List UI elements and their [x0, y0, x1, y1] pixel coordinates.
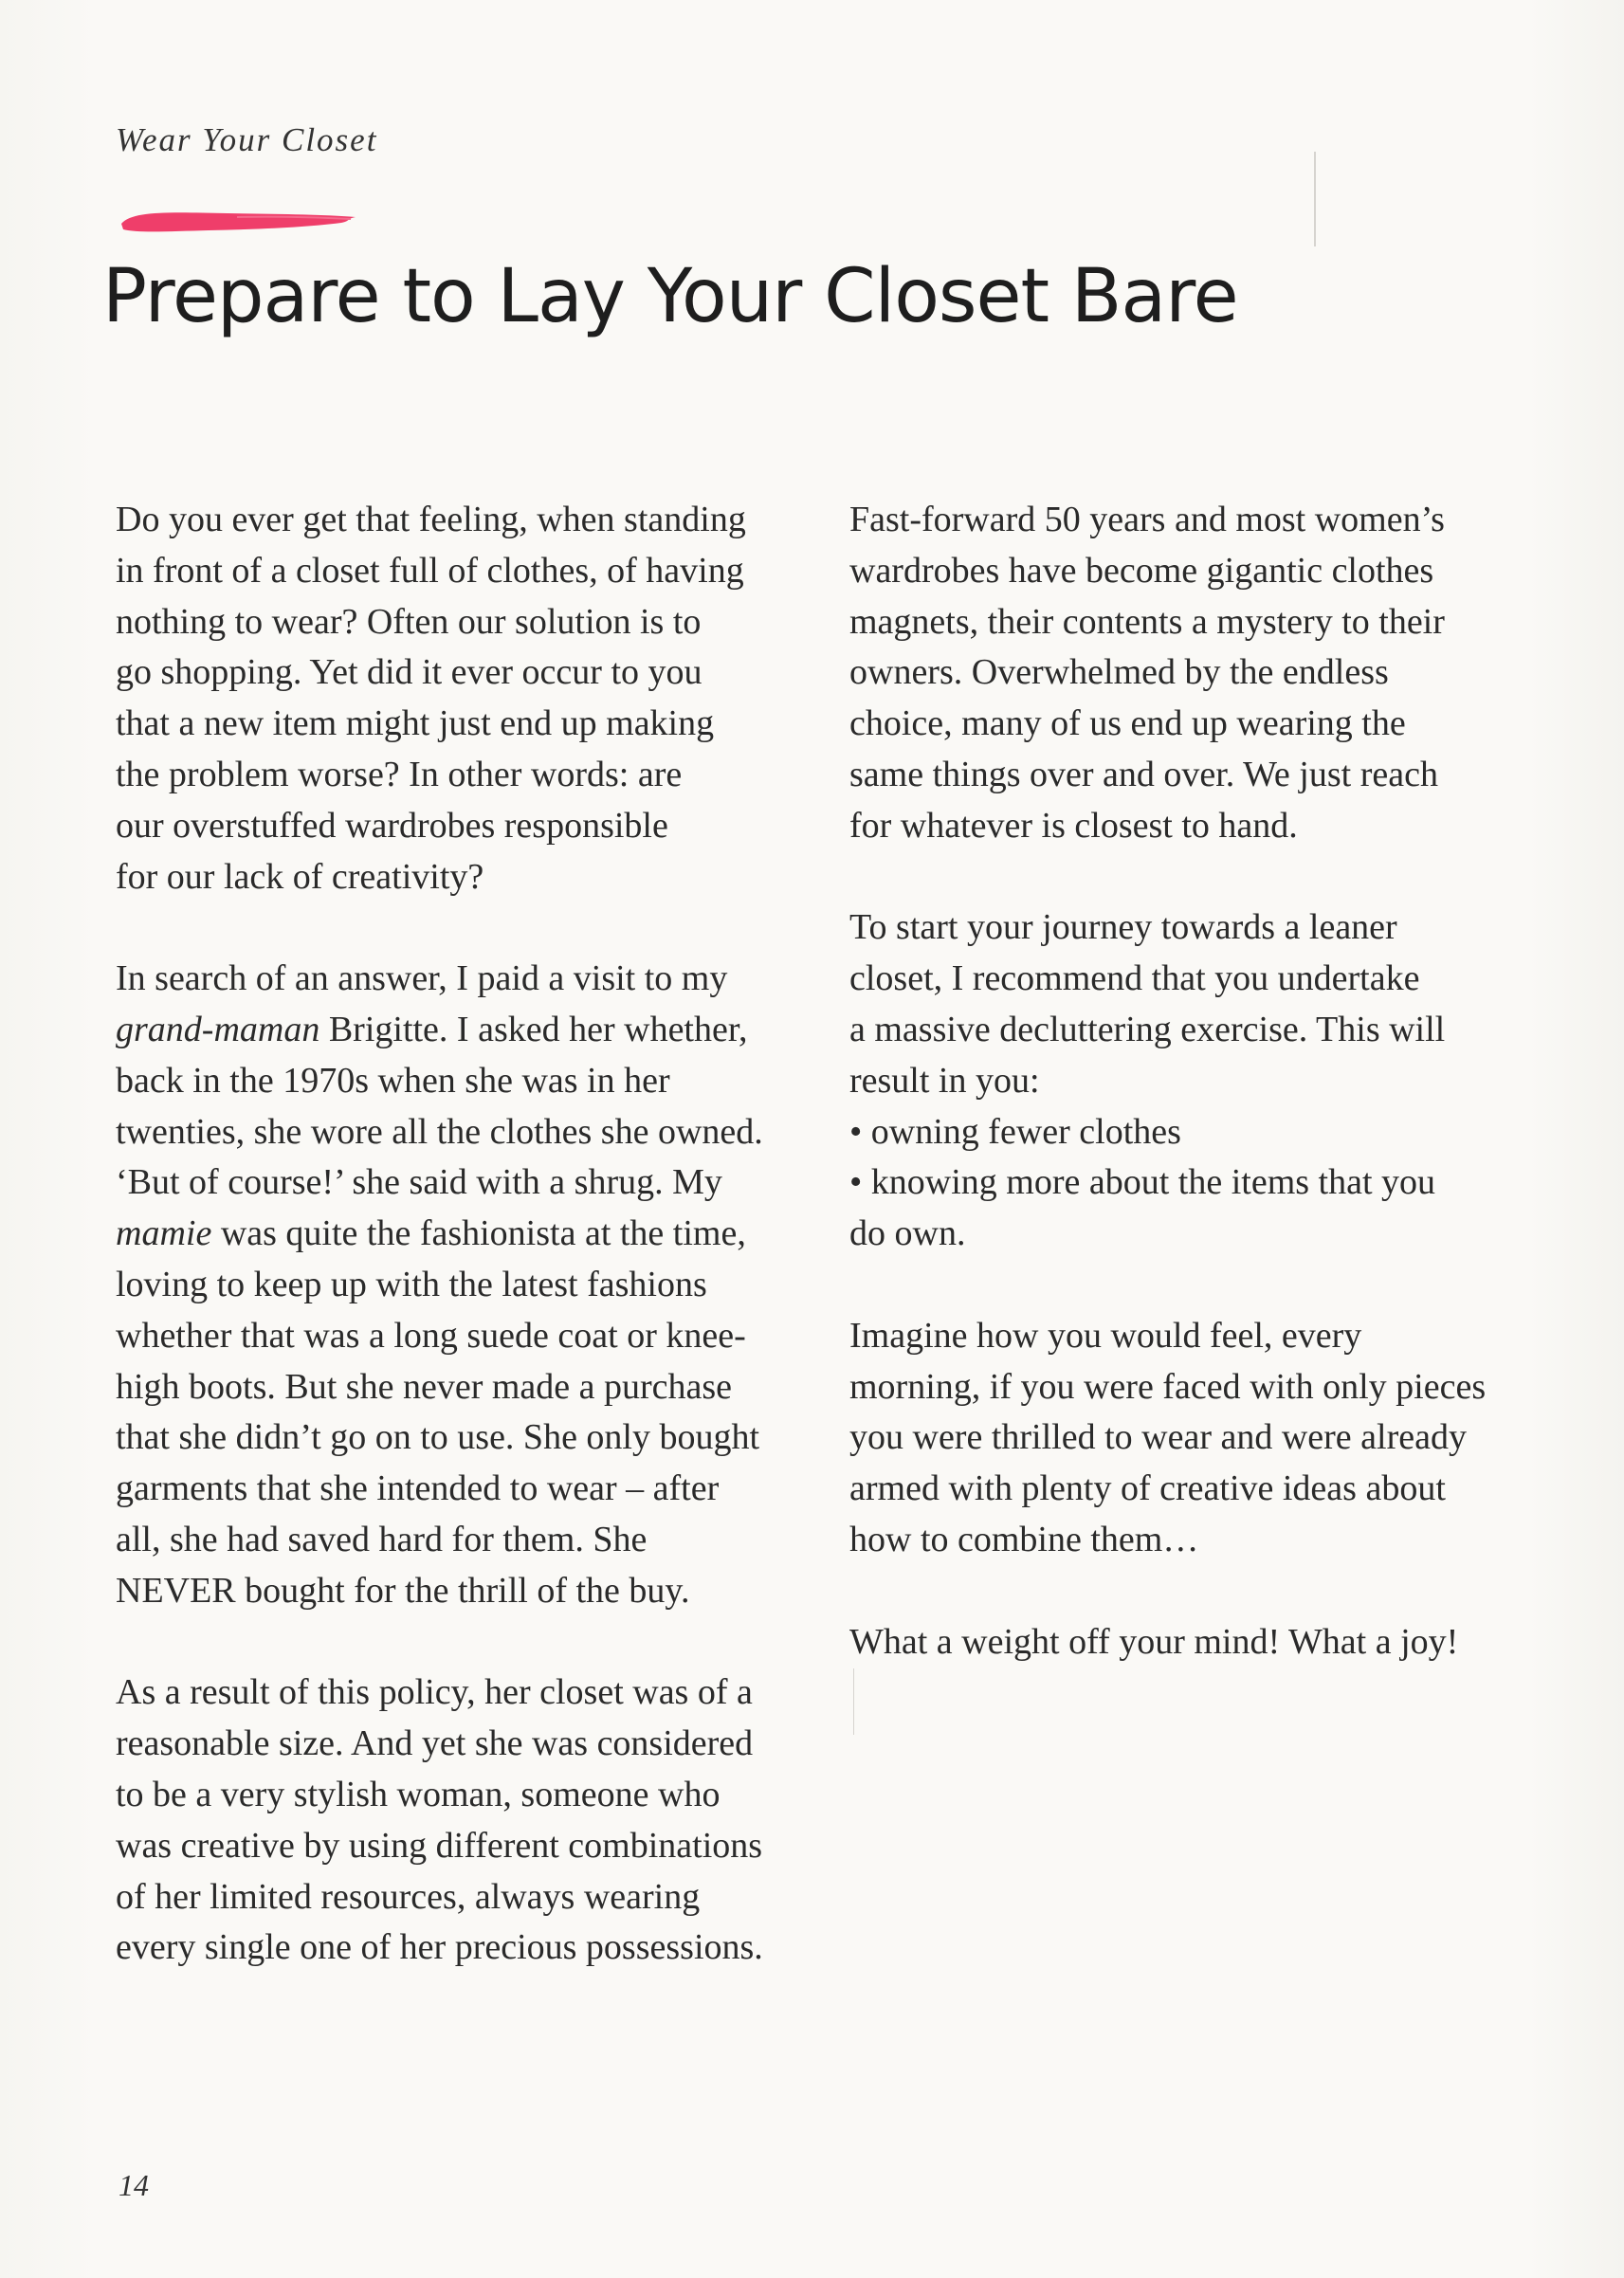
bullet-item: • knowing more about the items that you: [849, 1162, 1436, 1203]
text-line: NEVER bought for the thrill of the buy.: [116, 1570, 690, 1611]
text-line: how to combine them…: [849, 1519, 1199, 1559]
text-run: Brigitte. I asked her whether,: [319, 1009, 748, 1049]
text-line: whether that was a long suede coat or knee-: [116, 1315, 746, 1356]
text-line: you were thrilled to wear and were already: [849, 1417, 1467, 1458]
text-line: loving to keep up with the latest fashions: [116, 1264, 707, 1304]
page-number: 14: [119, 2168, 149, 2202]
text-line: closet, I recommend that you undertake: [849, 958, 1420, 999]
text-line: Imagine how you would feel, every: [849, 1315, 1362, 1356]
text-line: In search of an answer, I paid a visit to my: [116, 958, 728, 999]
text-line: wardrobes have become gigantic clothes: [849, 550, 1434, 591]
text-line: garments that she intended to wear – after: [116, 1468, 720, 1509]
text-line: high boots. But she never made a purchase: [116, 1366, 733, 1407]
text-line: the problem worse? In other words: are: [116, 754, 683, 794]
text-line: twenties, she wore all the clothes she owned.: [116, 1111, 763, 1152]
text-line: To start your journey towards a leaner: [849, 907, 1397, 948]
text-run: was quite the fashionista at the time,: [211, 1213, 746, 1254]
text-line: ‘But of course!’ she said with a shrug. My: [116, 1162, 722, 1203]
paragraph: [849, 495, 1551, 852]
italic-term: grand-maman: [116, 1009, 320, 1049]
paragraph: [849, 902, 1551, 1260]
paragraph: [116, 954, 836, 1616]
right-column: [849, 495, 1551, 1719]
text-line: What a weight off your mind! What a joy!: [849, 1621, 1459, 1662]
text-line: a massive decluttering exercise. This will: [849, 1009, 1446, 1049]
paragraph: [849, 1311, 1551, 1566]
left-column: [116, 495, 836, 2025]
text-line: do own.: [849, 1213, 966, 1254]
text-line: result in you:: [849, 1060, 1040, 1101]
text-line: our overstuffed wardrobes responsible: [116, 805, 668, 846]
text-line: go shopping. Yet did it ever occur to you: [116, 652, 703, 693]
page-title: Prepare to Lay Your Closet Bare: [102, 254, 1238, 339]
text-line: reasonable size. And yet she was considered: [116, 1723, 754, 1764]
text-line: Do you ever get that feeling, when standing: [116, 500, 746, 539]
text-line: was creative by using different combinations: [116, 1825, 763, 1866]
text-line: nothing to wear? Often our solution is to: [116, 601, 702, 642]
text-line: As a result of this policy, her closet was of a: [116, 1672, 753, 1713]
italic-term: mamie: [116, 1213, 212, 1254]
text-line: [116, 1005, 836, 1056]
text-line: that a new item might just end up making: [116, 703, 715, 744]
text-line: back in the 1970s when she was in her: [116, 1060, 670, 1101]
bullet-item: • owning fewer clothes: [849, 1111, 1181, 1152]
text-line: [116, 1209, 836, 1260]
text-line: owners. Overwhelmed by the endless: [849, 652, 1389, 693]
text-line: of her limited resources, always wearing: [116, 1876, 701, 1917]
text-line: in front of a closet full of clothes, of having: [116, 550, 744, 591]
scan-mark: [853, 1668, 854, 1735]
paragraph: [116, 495, 836, 902]
paragraph: [116, 1667, 836, 1974]
text-line: choice, many of us end up wearing the: [849, 703, 1406, 744]
paragraph: [849, 1617, 1551, 1668]
pink-brush-stroke: [114, 203, 360, 237]
text-line: armed with plenty of creative ideas about: [849, 1468, 1446, 1509]
text-line: that she didn’t go on to use. She only bought: [116, 1417, 760, 1458]
text-line: every single one of her precious possessions.: [116, 1927, 763, 1968]
text-line: magnets, their contents a mystery to their: [849, 601, 1445, 642]
text-line: for our lack of creativity?: [116, 856, 484, 897]
text-line: for whatever is closest to hand.: [849, 805, 1298, 846]
running-head: Wear Your Closet: [116, 121, 378, 158]
text-line: Fast-forward 50 years and most women’s: [849, 500, 1445, 539]
text-line: same things over and over. We just reach: [849, 754, 1438, 794]
scan-mark: [1314, 152, 1316, 246]
text-line: to be a very stylish woman, someone who: [116, 1774, 721, 1814]
text-line: all, she had saved hard for them. She: [116, 1519, 648, 1559]
text-line: morning, if you were faced with only pieces: [849, 1366, 1487, 1407]
